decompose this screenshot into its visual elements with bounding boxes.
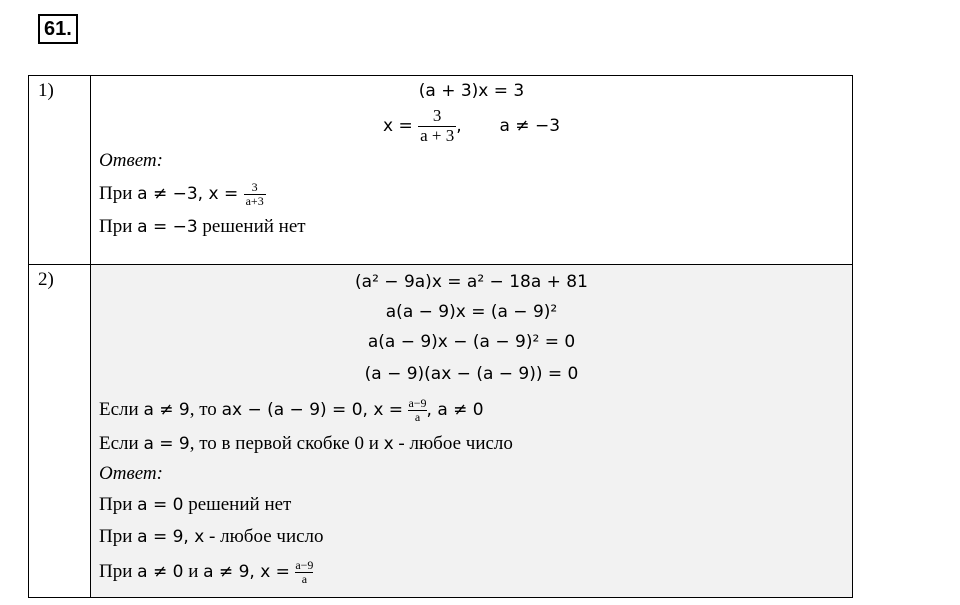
- part-body-1: [91, 76, 853, 265]
- equation-2-4: (a − 9)(ax − (a − 9)) = 0: [364, 364, 579, 384]
- solution-row-2: [29, 265, 853, 598]
- equation-2-2: a(a − 9)x = (a − 9)²: [385, 302, 558, 322]
- fraction-answer: $\frac{3}{a+3}$: [245, 179, 264, 209]
- fraction-case-1: $\frac{a-9}{a}$: [408, 395, 427, 425]
- answer-2-line-1: При a = 0 решений нет: [99, 494, 292, 515]
- equation-1-1: (a + 3)x = 3: [418, 81, 525, 101]
- answer-title-2: Ответ:: [99, 463, 163, 484]
- solution-row-1: [29, 76, 853, 265]
- equation-2-1: (a² − 9a)x = a² − 18a + 81: [355, 272, 588, 292]
- answer-title-1: Ответ:: [99, 150, 163, 171]
- equation-2-3: a(a − 9)x − (a − 9)² = 0: [367, 332, 576, 352]
- part-label-1: 1): [29, 76, 91, 265]
- part-body-2: [91, 265, 853, 598]
- fraction-answer-2: $\frac{a-9}{a}$: [295, 557, 314, 587]
- fraction-solution: $\frac{3}{a + 3}$: [420, 106, 455, 146]
- equation-1-2: x = $\frac{3}{a + 3}$ , a ≠ −3: [382, 106, 561, 146]
- part-label-2: 2): [29, 265, 91, 598]
- answer-1-line-1: При a ≠ −3, x = $\frac{3}{a+3}$: [99, 179, 264, 209]
- solution-table: [28, 75, 853, 598]
- answer-2-line-3: При a ≠ 0 и a ≠ 9, x = $\frac{a-9}{a}$: [99, 557, 314, 587]
- problem-number: 61.: [38, 14, 78, 44]
- case-1: Если a ≠ 9, то ax − (a − 9) = 0, x = $\frac{a-9}{a}$ , a ≠ 0: [99, 395, 484, 425]
- answer-2-line-2: При a = 9, x - любое число: [99, 526, 324, 547]
- case-2: Если a = 9, то в первой скобке 0 и x - любое число: [99, 433, 513, 454]
- answer-1-line-2: При a = −3 решений нет: [99, 216, 306, 237]
